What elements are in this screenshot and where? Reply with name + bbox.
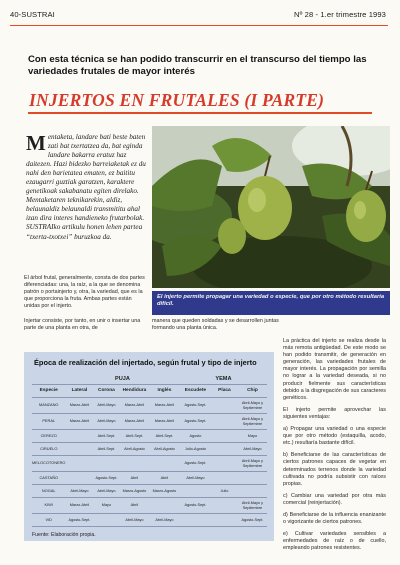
species-cell: CEREZO [32,430,65,443]
issue-label: Nº 28 - 1.er trimestre 1993 [294,10,386,19]
period-cell: Abril-Mayo y Septiembre [237,498,267,514]
period-cell: Abril-Sept. [93,443,119,456]
period-cell [179,485,211,498]
col-lateral: Lateral [65,385,93,398]
period-cell [119,456,149,472]
period-cell [179,514,211,527]
species-cell: CIRUELO [32,443,65,456]
advantage-a: a) Propagar una variedad o una especie que por otro método (estaquilla, acodo, etc.) resultaría bastante difícil. [283,426,386,447]
period-cell [211,498,237,514]
advantage-d: d) Beneficiarse de la influencia enanizante o vigorizante de ciertos patrones. [283,511,386,526]
advantage-b: b) Beneficiarse de las características de ciertos patrones capaces de vegetar en determinados terrenos donde la variedad cultivada no podría subsistir con raíces propias. [283,452,386,487]
col-ingles: Inglés [149,385,179,398]
period-cell: Agosto-Sept. [179,456,211,472]
period-cell: Marzo-Abril [119,398,149,414]
col-placa: Placa [211,385,237,398]
table-row [32,456,267,472]
dropcap: M [26,131,46,155]
species-cell: MELOCOTONERO [32,456,65,472]
period-cell: Abril [119,498,149,514]
table-title: Época de realización del injertado, según frutal y tipo de injerto [34,358,257,367]
period-cell [65,456,93,472]
table-source: Fuente: Elaboración propia. [32,532,96,538]
period-cell: Julio-Agosto [179,443,211,456]
period-cell [149,456,179,472]
period-cell: Marzo-Abril [65,414,93,430]
period-cell: Marzo-Abril [149,414,179,430]
group-puja: PUJA [114,375,130,382]
article-title: INJERTOS EN FRUTALES (I PARTE) [29,90,325,110]
period-cell: Mayo [237,430,267,443]
title-rule [28,112,372,114]
period-cell: Abril-Mayo [237,443,267,456]
col-hendidura: Hendidura [119,385,149,398]
table-row [32,514,267,527]
period-cell: Agosto-Sept. [93,472,119,485]
col-escudete: Escudete [179,385,211,398]
col3-intro: La práctica del injerto se realiza desde la más remota antigüedad. De este modo se han podido transmitir, de generación en generación, las variedades frutales de mayor interés. La propagación por semilla no lograr a la variedad deseada, si no producir fielmente sus características debido a la disgregación de sus caracteres genéticos. [283,338,386,401]
period-cell: Marzo-Abril [65,398,93,414]
period-cell: Abril-Mayo [93,485,119,498]
species-cell: CASTAÑO [32,472,65,485]
basque-intro-text: entaketa, landare bati beste baten zati bat txertatzea da, bat eginda landare bakarra eratuz haz daitezen. Hazi bidezko barreiaketak ez du nahi den barietatea ematen, ez baititu ezaugarri guztiak garatzen, karaktere genetikoak sakabanatu egiten direlako. Mentaketaren teknikarekin, aldiz, belaunaldiz belaunaldi transmititu ahal izan dira interes handieneko frutarbolak. SUSTRAIko artikulu honen lehen partea “txerta-txotxei” buruzkoa da. [26,133,146,241]
species-cell: MANZANO [32,398,65,414]
group-yema: YEMA [215,375,232,382]
col-chip: Chip [237,385,267,398]
species-cell: NOGAL [32,485,65,498]
col3-advantages-lead: El injerto permite aprovechar las siguientes ventajas: [283,406,386,420]
period-cell [149,498,179,514]
period-cell [211,398,237,414]
period-cell: Abril-Mayo [65,485,93,498]
table-row [32,398,267,414]
period-cell [93,456,119,472]
period-cell: Abril-Mayo [179,472,211,485]
advantage-e: e) Cultivar variedades sensibles a enfermedades de raíz o de cuello, empleando patrones resistentes. [283,531,386,552]
period-cell: Marzo-Abril [65,498,93,514]
period-cell [211,456,237,472]
header-rule [10,25,388,26]
period-cell: Abril-Mayo y Septiembre [237,414,267,430]
spanish-para-3: manera que queden soldadas y se desarrollen juntas formando una planta única. [152,318,279,332]
period-cell [65,443,93,456]
period-cell: Abril-Agosto [149,443,179,456]
period-cell: Agosto-Sept. [237,514,267,527]
period-cell: Agosto-Sept. [179,498,211,514]
period-cell: Agosto-Sept. [179,414,211,430]
period-cell: Mayo [93,498,119,514]
period-cell: Marzo-Agosto [149,485,179,498]
table-row [32,485,267,498]
period-cell: Abril-Mayo [149,514,179,527]
period-cell: Abril-Mayo [119,514,149,527]
advantage-c: c) Cambiar una variedad por otra más comercial (reinjertación). [283,492,386,506]
table-row [32,443,267,456]
period-cell [211,443,237,456]
period-cell: Agosto-Sept. [179,398,211,414]
period-cell: Marzo-Agosto [119,485,149,498]
species-cell: VID [32,514,65,527]
lead-text: Con esta técnica se han podido transcurrir en el transcurso del tiempo las variedades frutales de mayor interés [28,54,367,77]
advantages-column [283,338,386,557]
section-label: 40-SUSTRAI [10,10,55,19]
period-cell: Abril-Sept. [149,430,179,443]
period-cell [211,472,237,485]
col-corona: Corona [93,385,119,398]
species-cell: PERAL [32,414,65,430]
period-cell [237,485,267,498]
period-cell: Agosto-Sept. [65,514,93,527]
header-spacer [32,374,65,385]
species-cell: KIWI [32,498,65,514]
period-cell: Abril-Mayo y Septiembre [237,398,267,414]
period-cell: Abril-Mayo y Septiembre [237,456,267,472]
table-row [32,472,267,485]
col-especie: Especie [32,385,65,398]
table-row [32,430,267,443]
period-cell: Abril-Sept. [93,430,119,443]
fruit-photo [152,126,390,288]
period-cell: Julio [211,485,237,498]
period-cell [211,414,237,430]
spanish-para-2: Injertar consiste, por tanto, en unir o insertar una parte de una planta en otra, de [24,318,141,332]
period-cell: Abril-Agosto [119,443,149,456]
spanish-para-1: El árbol frutal, generalmente, consta de dos partes diferenciadas: una, la raíz, a la que se denomina patrón o portainjerto y, otra, la variedad, que es la que proporciona la fruta. Ambas partes están unidas por el injerto. [24,275,145,310]
period-cell: Abril-Sept. [119,430,149,443]
period-cell: Marzo-Abril [149,398,179,414]
period-cell: Marzo-Abril [119,414,149,430]
table-row [32,414,267,430]
table-row [32,498,267,514]
period-cell [93,514,119,527]
grafting-table [32,374,267,527]
period-cell: Abril [149,472,179,485]
period-cell [211,514,237,527]
period-cell: Abril-Mayo [93,414,119,430]
pear-photo-illustration [152,126,390,288]
period-cell: Agosto [179,430,211,443]
photo-caption: El injerto permite propagar una variedad o especie, que por otro método resultaría difícil. [152,291,390,315]
period-cell [65,430,93,443]
period-cell [65,472,93,485]
period-cell: Abril-Mayo [93,398,119,414]
basque-intro [26,133,150,242]
period-cell: Abril [119,472,149,485]
period-cell [211,430,237,443]
period-cell [237,472,267,485]
